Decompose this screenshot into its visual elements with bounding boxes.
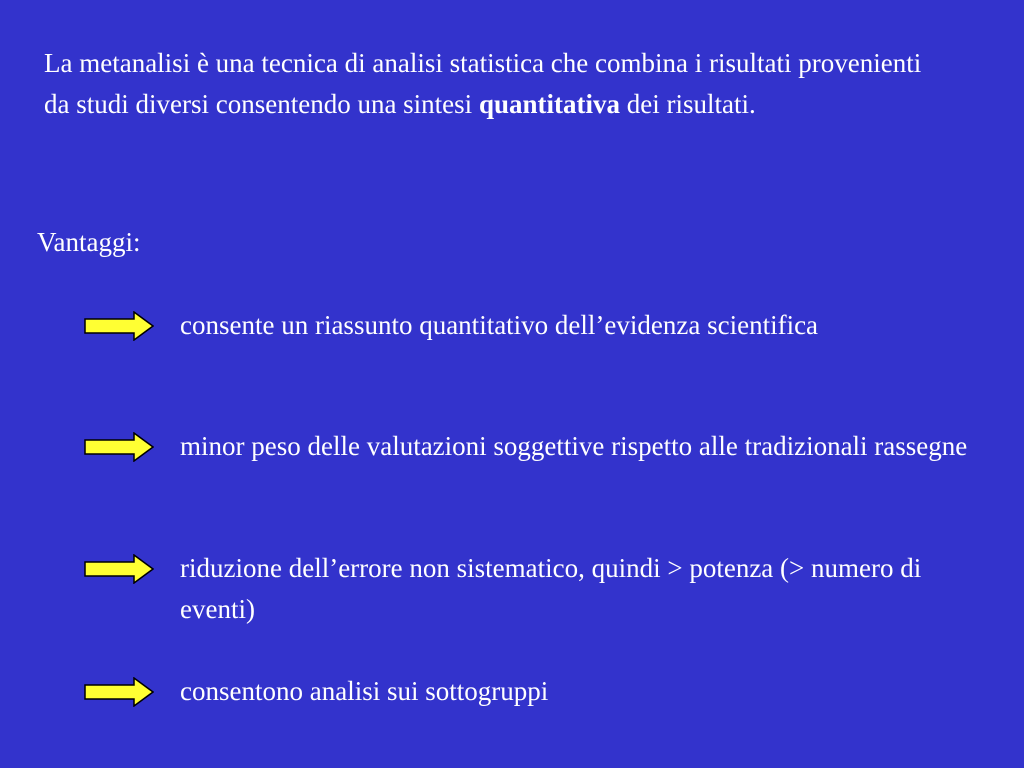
arrow-right-icon	[84, 677, 154, 707]
intro-text-part1: La metanalisi è una tecnica di analisi statistica che combina i risultati provenienti da studi diversi consentendo una sintesi	[44, 48, 922, 119]
arrow-right-icon	[84, 554, 154, 584]
intro-text-part2: dei risultati.	[619, 89, 756, 119]
arrow-right-icon	[84, 311, 154, 341]
advantage-text: consente un riassunto quantitativo dell’evidenza scientifica	[180, 310, 819, 340]
advantage-text: minor peso delle valutazioni soggettive rispetto alle tradizionali rassegne	[180, 431, 968, 461]
advantage-text: riduzione dell’errore non sistematico, quindi > potenza (> numero di eventi)	[180, 553, 922, 624]
advantages-heading: Vantaggi:	[37, 227, 141, 257]
intro-paragraph	[44, 43, 924, 125]
arrow-right-icon	[84, 432, 154, 462]
intro-bold-term: quantitativa	[478, 89, 620, 119]
advantage-text: consentono analisi sui sottogruppi	[180, 676, 549, 706]
